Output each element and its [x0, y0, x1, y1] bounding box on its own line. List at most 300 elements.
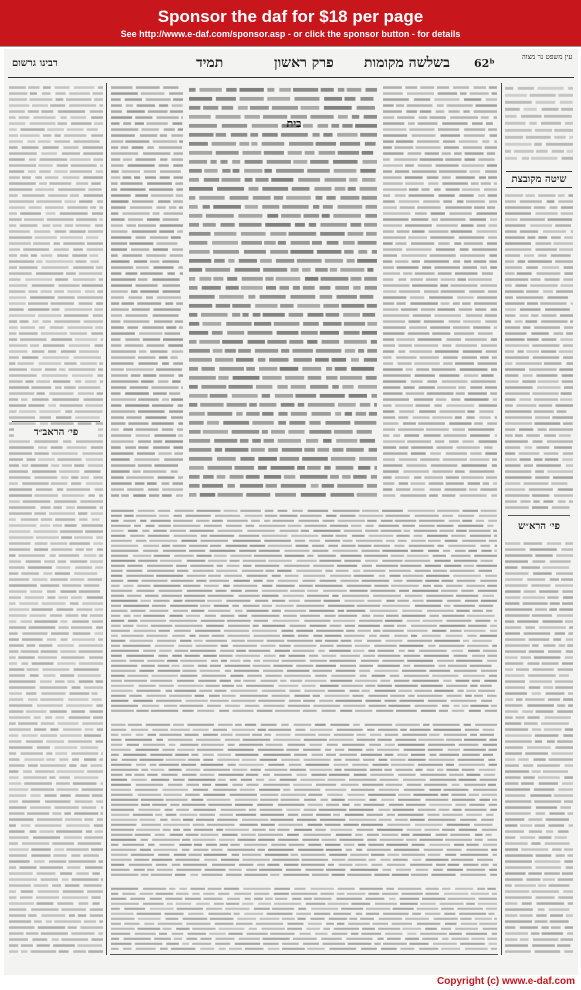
text-stroke: [235, 734, 250, 736]
text-stroke: [285, 550, 310, 552]
text-stroke: [135, 122, 144, 125]
text-stroke: [212, 142, 237, 146]
text-stroke: [431, 874, 455, 876]
text-stroke: [270, 933, 295, 935]
text-stroke: [462, 440, 473, 443]
text-stroke: [493, 864, 497, 866]
text-stroke: [189, 466, 204, 470]
text-stroke: [462, 520, 472, 522]
text-stroke: [156, 893, 174, 895]
text-stroke: [42, 266, 69, 269]
text-stroke: [260, 814, 284, 816]
text-stroke: [111, 814, 129, 816]
text-stroke: [48, 404, 56, 407]
text-stroke: [128, 620, 138, 622]
text-stroke: [111, 620, 124, 622]
text-stroke: [505, 260, 514, 263]
text-stroke: [349, 918, 357, 920]
text-stroke: [327, 241, 339, 245]
text-stroke: [111, 754, 119, 756]
text-stroke: [339, 754, 357, 756]
text-stroke: [420, 458, 440, 461]
text-stroke: [485, 320, 497, 323]
text-stroke: [227, 565, 240, 567]
text-stroke: [253, 196, 271, 200]
text-stroke: [566, 650, 573, 653]
text-stroke: [391, 585, 419, 587]
text-stroke: [61, 908, 86, 911]
text-stroke: [480, 580, 497, 582]
text-stroke: [84, 554, 97, 557]
text-stroke: [179, 844, 191, 846]
text-stroke: [268, 560, 291, 562]
text-stroke: [273, 739, 300, 741]
text-stroke: [405, 938, 419, 940]
text-stroke: [359, 457, 377, 461]
text-stroke: [186, 615, 200, 617]
text-stroke: [9, 716, 30, 719]
text-stroke: [551, 752, 573, 755]
text-stroke: [99, 758, 103, 761]
text-stroke: [199, 88, 221, 92]
text-stroke: [160, 224, 183, 227]
text-stroke: [425, 913, 440, 915]
text-stroke: [425, 928, 437, 930]
text-stroke: [111, 494, 119, 497]
text-stroke: [330, 625, 342, 627]
text-stroke: [429, 734, 439, 736]
text-stroke: [273, 665, 292, 667]
text-stroke: [386, 540, 395, 542]
text-stroke: [46, 212, 56, 215]
text-stroke: [91, 938, 103, 941]
text-stroke: [146, 695, 166, 697]
text-stroke: [321, 893, 334, 895]
text-stroke: [240, 824, 258, 826]
text-stroke: [196, 580, 206, 582]
text-stroke: [403, 386, 414, 389]
text-stroke: [152, 859, 173, 861]
text-stroke: [446, 585, 462, 587]
text-stroke: [235, 754, 258, 756]
text-stroke: [365, 700, 381, 702]
text-stroke: [245, 705, 259, 707]
text-stroke: [33, 242, 50, 245]
text-stroke: [206, 625, 224, 627]
text-stroke: [483, 928, 497, 930]
text-stroke: [383, 464, 403, 467]
text-stroke: [140, 849, 151, 851]
text-stroke: [361, 660, 379, 662]
text-stroke: [83, 176, 103, 179]
text-stroke: [189, 448, 211, 452]
text-stroke: [432, 470, 452, 473]
text-stroke: [207, 824, 235, 826]
text-stroke: [34, 440, 58, 443]
text-stroke: [324, 615, 335, 617]
text-stroke: [131, 290, 138, 293]
text-stroke: [290, 590, 305, 592]
text-stroke: [231, 700, 256, 702]
text-stroke: [204, 854, 227, 856]
text-stroke: [505, 350, 514, 353]
text-stroke: [557, 410, 567, 413]
text-stroke: [505, 200, 516, 203]
text-stroke: [533, 440, 543, 443]
text-stroke: [111, 685, 134, 687]
text-stroke: [505, 101, 532, 104]
text-stroke: [170, 615, 183, 617]
text-stroke: [564, 848, 573, 851]
text-stroke: [222, 685, 234, 687]
column-separator: [501, 83, 502, 955]
text-stroke: [137, 913, 161, 915]
text-stroke: [423, 724, 429, 726]
text-stroke: [38, 140, 51, 143]
text-stroke: [135, 158, 155, 161]
text-stroke: [349, 779, 377, 781]
text-stroke: [325, 570, 332, 572]
text-stroke: [100, 164, 103, 167]
text-stroke: [461, 590, 473, 592]
text-stroke: [505, 938, 517, 941]
text-stroke: [446, 476, 459, 479]
text-stroke: [541, 350, 556, 353]
text-stroke: [32, 938, 47, 941]
text-stroke: [30, 590, 42, 593]
text-stroke: [151, 194, 173, 197]
text-stroke: [228, 749, 254, 751]
text-stroke: [227, 898, 240, 900]
text-stroke: [557, 614, 573, 617]
text-stroke: [281, 484, 306, 488]
text-stroke: [140, 620, 166, 622]
text-stroke: [153, 440, 162, 443]
text-stroke: [441, 590, 458, 592]
text-stroke: [360, 295, 374, 299]
text-stroke: [99, 104, 103, 107]
text-stroke: [465, 338, 487, 341]
text-stroke: [454, 242, 461, 245]
text-stroke: [175, 320, 183, 323]
text-stroke: [198, 665, 208, 667]
text-stroke: [34, 728, 46, 731]
text-stroke: [465, 695, 472, 697]
text-stroke: [555, 746, 573, 749]
text-stroke: [568, 902, 573, 905]
text-stroke: [136, 236, 146, 239]
text-stroke: [326, 196, 335, 200]
text-stroke: [313, 670, 332, 672]
text-stroke: [424, 320, 444, 323]
text-stroke: [487, 938, 497, 940]
text-stroke: [546, 692, 565, 695]
text-stroke: [56, 416, 71, 419]
text-stroke: [41, 932, 68, 935]
text-stroke: [125, 392, 149, 395]
text-stroke: [215, 784, 227, 786]
text-stroke: [215, 923, 234, 925]
text-stroke: [153, 530, 166, 532]
text-stroke: [331, 457, 356, 461]
text-stroke: [327, 779, 345, 781]
text-stroke: [111, 948, 119, 950]
text-stroke: [9, 662, 17, 665]
text-stroke: [257, 710, 273, 712]
text-stroke: [236, 814, 256, 816]
text-stroke: [404, 675, 429, 677]
text-stroke: [247, 640, 263, 642]
text-stroke: [111, 422, 126, 425]
text-stroke: [232, 160, 240, 164]
text-stroke: [411, 540, 425, 542]
text-stroke: [9, 344, 28, 347]
text-stroke: [136, 784, 163, 786]
text-stroke: [520, 458, 531, 461]
text-stroke: [383, 158, 390, 161]
text-stroke: [111, 520, 119, 522]
text-stroke: [221, 809, 246, 811]
text-stroke: [135, 458, 160, 461]
text-stroke: [220, 844, 228, 846]
text-stroke: [189, 394, 208, 398]
text-stroke: [9, 734, 18, 737]
text-stroke: [418, 122, 438, 125]
text-stroke: [141, 839, 148, 841]
text-stroke: [73, 950, 86, 953]
text-stroke: [348, 859, 367, 861]
text-stroke: [79, 590, 100, 593]
text-stroke: [214, 903, 224, 905]
text-stroke: [391, 555, 405, 557]
text-stroke: [159, 933, 167, 935]
text-stroke: [28, 566, 52, 569]
text-stroke: [202, 286, 221, 290]
text-stroke: [194, 640, 203, 642]
text-stroke: [75, 410, 103, 413]
text-stroke: [397, 625, 406, 627]
text-stroke: [546, 830, 553, 833]
text-stroke: [60, 530, 83, 533]
text-stroke: [448, 545, 475, 547]
text-stroke: [133, 494, 146, 497]
text-stroke: [169, 744, 176, 746]
text-stroke: [373, 615, 384, 617]
text-stroke: [408, 510, 435, 512]
text-stroke: [222, 834, 237, 836]
text-stroke: [301, 814, 313, 816]
text-stroke: [349, 394, 367, 398]
text-stroke: [385, 620, 403, 622]
text-stroke: [185, 898, 201, 900]
text-stroke: [439, 170, 467, 173]
text-stroke: [383, 170, 392, 173]
text-stroke: [265, 484, 276, 488]
text-stroke: [322, 710, 336, 712]
text-stroke: [409, 128, 434, 131]
text-stroke: [135, 284, 157, 287]
text-stroke: [22, 800, 40, 803]
text-stroke: [185, 655, 200, 657]
text-stroke: [111, 700, 128, 702]
text-stroke: [481, 670, 497, 672]
text-stroke: [149, 494, 159, 497]
sponsor-title[interactable]: Sponsor the daf for $18 per page: [157, 7, 424, 26]
text-stroke: [550, 206, 558, 209]
text-stroke: [182, 774, 196, 776]
text-stroke: [305, 869, 323, 871]
text-stroke: [538, 236, 547, 239]
text-stroke: [111, 218, 125, 221]
text-stroke: [157, 869, 173, 871]
sponsor-banner[interactable]: [0, 0, 581, 47]
text-stroke: [74, 464, 84, 467]
text-stroke: [561, 548, 573, 551]
text-stroke: [349, 178, 357, 182]
text-stroke: [489, 675, 497, 677]
text-stroke: [265, 223, 291, 227]
text-stroke: [505, 296, 513, 299]
text-stroke: [177, 749, 194, 751]
text-stroke: [79, 650, 103, 653]
text-stroke: [200, 403, 223, 407]
text-stroke: [316, 665, 336, 667]
text-stroke: [262, 187, 288, 191]
text-stroke: [126, 476, 154, 479]
text-stroke: [237, 918, 256, 920]
text-stroke: [456, 660, 482, 662]
text-stroke: [505, 836, 515, 839]
text-stroke: [548, 824, 564, 827]
text-stroke: [547, 470, 573, 473]
text-stroke: [335, 700, 362, 702]
text-stroke: [316, 814, 331, 816]
opening-word: בית: [286, 117, 302, 130]
text-stroke: [361, 824, 383, 826]
text-stroke: [342, 804, 349, 806]
text-stroke: [111, 122, 120, 125]
text-stroke: [139, 670, 154, 672]
text-stroke: [230, 779, 237, 781]
text-stroke: [403, 575, 424, 577]
text-stroke: [455, 804, 466, 806]
text-stroke: [466, 903, 475, 905]
text-stroke: [446, 482, 464, 485]
text-stroke: [564, 860, 573, 863]
text-stroke: [219, 839, 235, 841]
text-stroke: [441, 908, 454, 910]
text-stroke: [72, 254, 87, 257]
text-stroke: [316, 349, 342, 353]
text-stroke: [283, 595, 304, 597]
text-stroke: [519, 452, 540, 455]
text-stroke: [140, 290, 159, 293]
text-stroke: [483, 844, 497, 846]
text-stroke: [133, 814, 153, 816]
text-stroke: [555, 584, 573, 587]
text-stroke: [192, 943, 211, 945]
text-stroke: [308, 313, 324, 317]
text-stroke: [9, 698, 23, 701]
text-stroke: [380, 779, 399, 781]
text-stroke: [170, 804, 179, 806]
text-stroke: [369, 412, 377, 416]
text-stroke: [97, 374, 103, 377]
text-stroke: [9, 140, 23, 143]
text-stroke: [563, 344, 573, 347]
text-stroke: [111, 690, 133, 692]
text-stroke: [27, 668, 39, 671]
text-stroke: [138, 446, 148, 449]
text-stroke: [57, 254, 68, 257]
header-tamid: תמיד: [196, 55, 224, 71]
text-stroke: [428, 550, 439, 552]
text-stroke: [292, 187, 310, 191]
text-stroke: [326, 849, 342, 851]
text-stroke: [172, 158, 183, 161]
text-stroke: [383, 188, 407, 191]
text-stroke: [176, 928, 189, 930]
text-stroke: [456, 530, 467, 532]
text-stroke: [111, 182, 118, 185]
text-stroke: [480, 779, 497, 781]
text-stroke: [178, 422, 183, 425]
text-stroke: [231, 640, 244, 642]
text-stroke: [95, 344, 103, 347]
text-stroke: [539, 590, 558, 593]
text-stroke: [254, 620, 268, 622]
text-stroke: [259, 789, 280, 791]
text-stroke: [200, 493, 215, 497]
text-stroke: [323, 520, 335, 522]
text-stroke: [403, 422, 416, 425]
text-stroke: [192, 928, 215, 930]
text-stroke: [377, 650, 394, 652]
text-stroke: [373, 923, 389, 925]
text-stroke: [172, 122, 182, 125]
text-stroke: [9, 632, 18, 635]
text-stroke: [290, 769, 306, 771]
text-stroke: [185, 734, 199, 736]
text-stroke: [95, 224, 103, 227]
text-stroke: [221, 645, 228, 647]
text-stroke: [317, 250, 342, 254]
copyright[interactable]: [0, 976, 581, 990]
text-stroke: [259, 367, 277, 371]
text-stroke: [486, 350, 497, 353]
text-stroke: [9, 350, 27, 353]
text-stroke: [394, 680, 409, 682]
text-stroke: [444, 605, 450, 607]
text-stroke: [227, 484, 234, 488]
text-stroke: [56, 98, 64, 101]
text-stroke: [9, 110, 25, 113]
text-stroke: [460, 943, 485, 945]
text-stroke: [239, 550, 256, 552]
text-stroke: [456, 680, 470, 682]
copyright-text[interactable]: Copyright (c) www.e-daf.com: [437, 976, 575, 987]
text-stroke: [560, 938, 573, 941]
text-stroke: [535, 860, 561, 863]
text-stroke: [361, 948, 377, 950]
text-stroke: [338, 88, 345, 92]
text-stroke: [382, 560, 402, 562]
text-stroke: [90, 260, 99, 263]
text-stroke: [216, 570, 237, 572]
text-stroke: [505, 782, 518, 785]
text-stroke: [465, 729, 479, 731]
text-stroke: [111, 734, 118, 736]
